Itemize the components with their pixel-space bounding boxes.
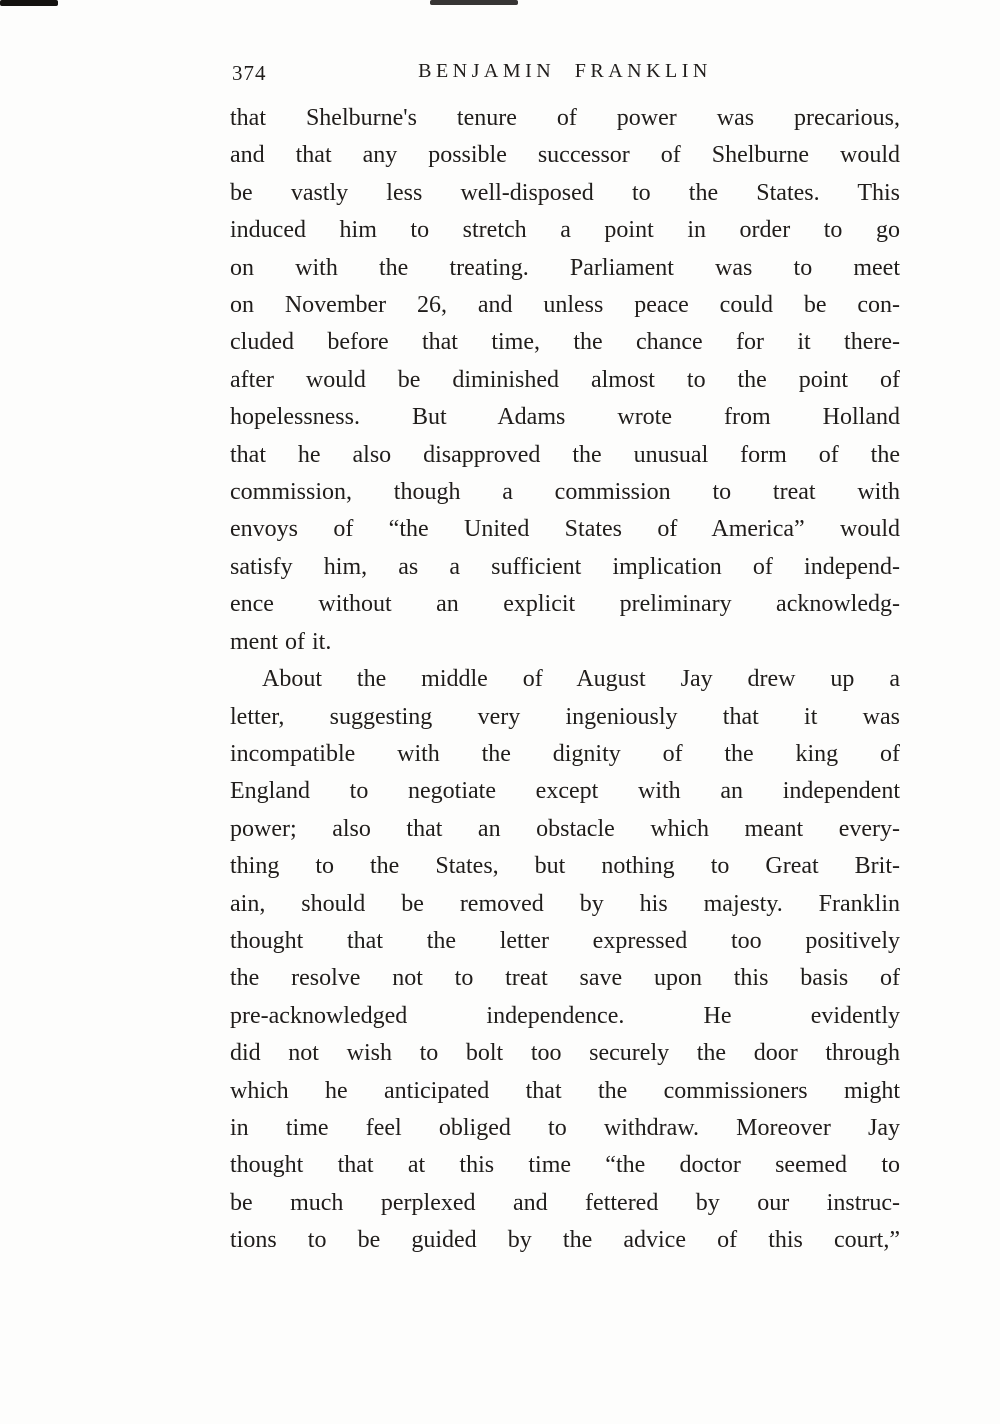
text-line: that he also disapproved the unusual form of the [230,441,900,468]
text-line: power; also that an obstacle which meant every- [230,815,900,842]
text-line: envoys of “the United States of America” would [230,516,900,543]
text-line: thought that at this time “the doctor seemed to [230,1152,900,1179]
text-line: be much perplexed and fettered by our instruc- [230,1189,900,1216]
scan-artifact [0,0,58,6]
page-number: 374 [232,61,267,85]
text-line: pre-acknowledged independence. He evidently [230,1002,900,1029]
text-line: after would be diminished almost to the point of [230,366,900,393]
text-line: hopelessness. But Adams wrote from Holland [230,404,900,431]
text-line: ence without an explicit preliminary acknowledg- [230,591,900,618]
text-line: tions to be guided by the advice of this court,” [230,1227,900,1254]
text-line: the resolve not to treat save upon this basis of [230,965,900,992]
page-header [230,60,900,90]
text-line: commission, though a commission to treat with [230,479,900,506]
text-line: About the middle of August Jay drew up a [262,666,900,693]
text-line: thing to the States, but nothing to Great Brit- [230,853,900,880]
text-line: on November 26, and unless peace could be con- [230,292,900,319]
running-header: BENJAMIN FRANKLIN [418,60,712,82]
text-line: which he anticipated that the commissioners might [230,1077,900,1104]
text-line: did not wish to bolt too securely the door through [230,1040,900,1067]
scan-artifact [430,0,518,5]
text-line: on with the treating. Parliament was to meet [230,254,900,281]
text-line: ain, should be removed by his majesty. Franklin [230,890,900,917]
text-line: cluded before that time, the chance for it there- [230,329,900,356]
text-line: be vastly less well-disposed to the States. This [230,179,900,206]
text-line: induced him to stretch a point in order to go [230,217,900,244]
paragraph [230,100,900,661]
text-line: letter, suggesting very ingeniously that it was [230,703,900,730]
text-line: England to negotiate except with an independent [230,778,900,805]
text-line: and that any possible successor of Shelburne would [230,142,900,169]
text-line: in time feel obliged to withdraw. Moreover Jay [230,1114,900,1141]
text-line: satisfy him, as a sufficient implication of independ- [230,553,900,580]
text-line: thought that the letter expressed too positively [230,927,900,954]
paragraph [230,661,900,1260]
text-line: that Shelburne's tenure of power was precarious, [230,105,900,131]
text-line: ment of it. [230,628,332,655]
text-block [230,100,900,1260]
text-line: incompatible with the dignity of the king of [230,740,900,767]
